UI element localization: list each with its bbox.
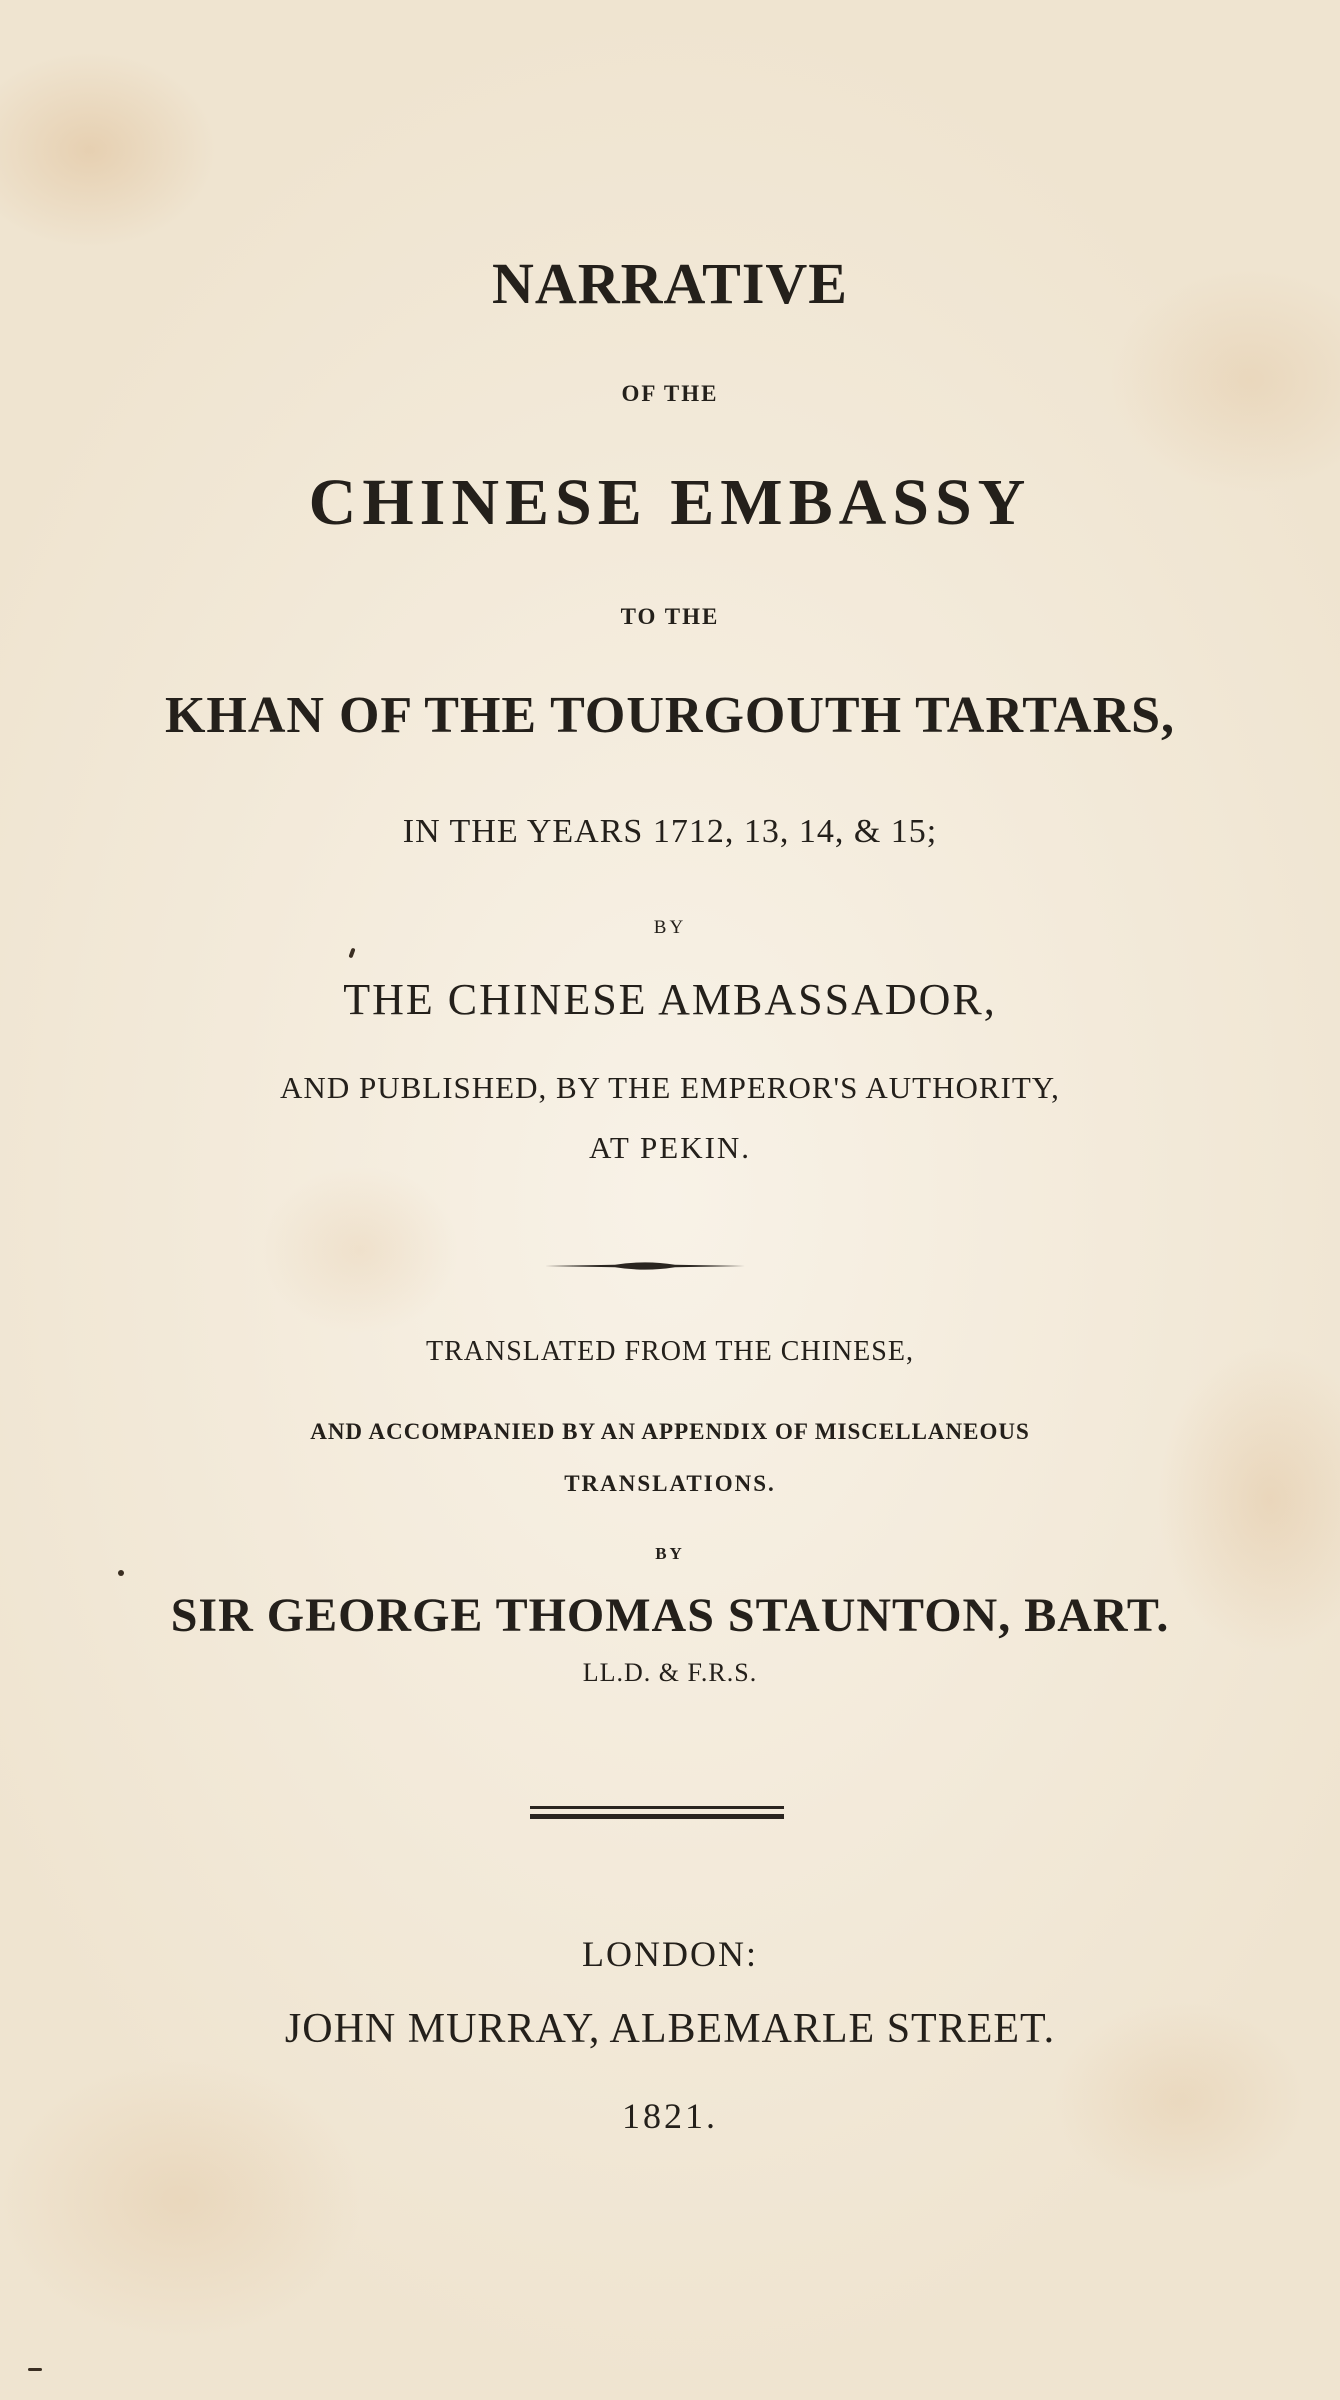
author-line: SIR GEORGE THOMAS STAUNTON, BART. — [170, 1589, 1170, 1642]
title-khan: KHAN OF THE TOURGOUTH TARTARS, — [164, 687, 1176, 744]
imprint-year: 1821. — [622, 2096, 718, 2136]
degrees-line: LL.D. & F.R.S. — [582, 1658, 758, 1687]
title-years: IN THE YEARS 1712, 13, 14, & 15; — [402, 813, 938, 850]
title-to-the: TO THE — [620, 604, 720, 629]
ornamental-rule — [545, 1258, 745, 1274]
ambassador-line: THE CHINESE AMBASSADOR, — [343, 975, 997, 1024]
title-narrative: NARRATIVE — [492, 251, 848, 316]
translations-line: TRANSLATIONS. — [564, 1471, 776, 1496]
by-line-2: BY — [655, 1544, 685, 1563]
pekin-line: AT PEKIN. — [588, 1130, 752, 1165]
title-chinese-embassy: CHINESE EMBASSY — [308, 466, 1032, 539]
double-rule-bottom — [530, 1814, 784, 1819]
ink-speck — [28, 2368, 42, 2371]
ink-speck — [348, 948, 355, 959]
published-line: AND PUBLISHED, BY THE EMPEROR'S AUTHORITY, — [280, 1070, 1060, 1105]
title-of-the: OF THE — [621, 381, 719, 406]
by-line-1: BY — [653, 917, 687, 938]
imprint-publisher: JOHN MURRAY, ALBEMARLE STREET. — [284, 2006, 1056, 2052]
imprint-city: LONDON: — [582, 1934, 758, 1974]
ink-speck — [118, 1570, 124, 1576]
accompanied-line: AND ACCOMPANIED BY AN APPENDIX OF MISCELLANEOUS — [310, 1419, 1030, 1444]
translated-line: TRANSLATED FROM THE CHINESE, — [426, 1336, 914, 1367]
double-rule-top — [530, 1806, 784, 1809]
double-rule-divider — [530, 1806, 784, 1820]
